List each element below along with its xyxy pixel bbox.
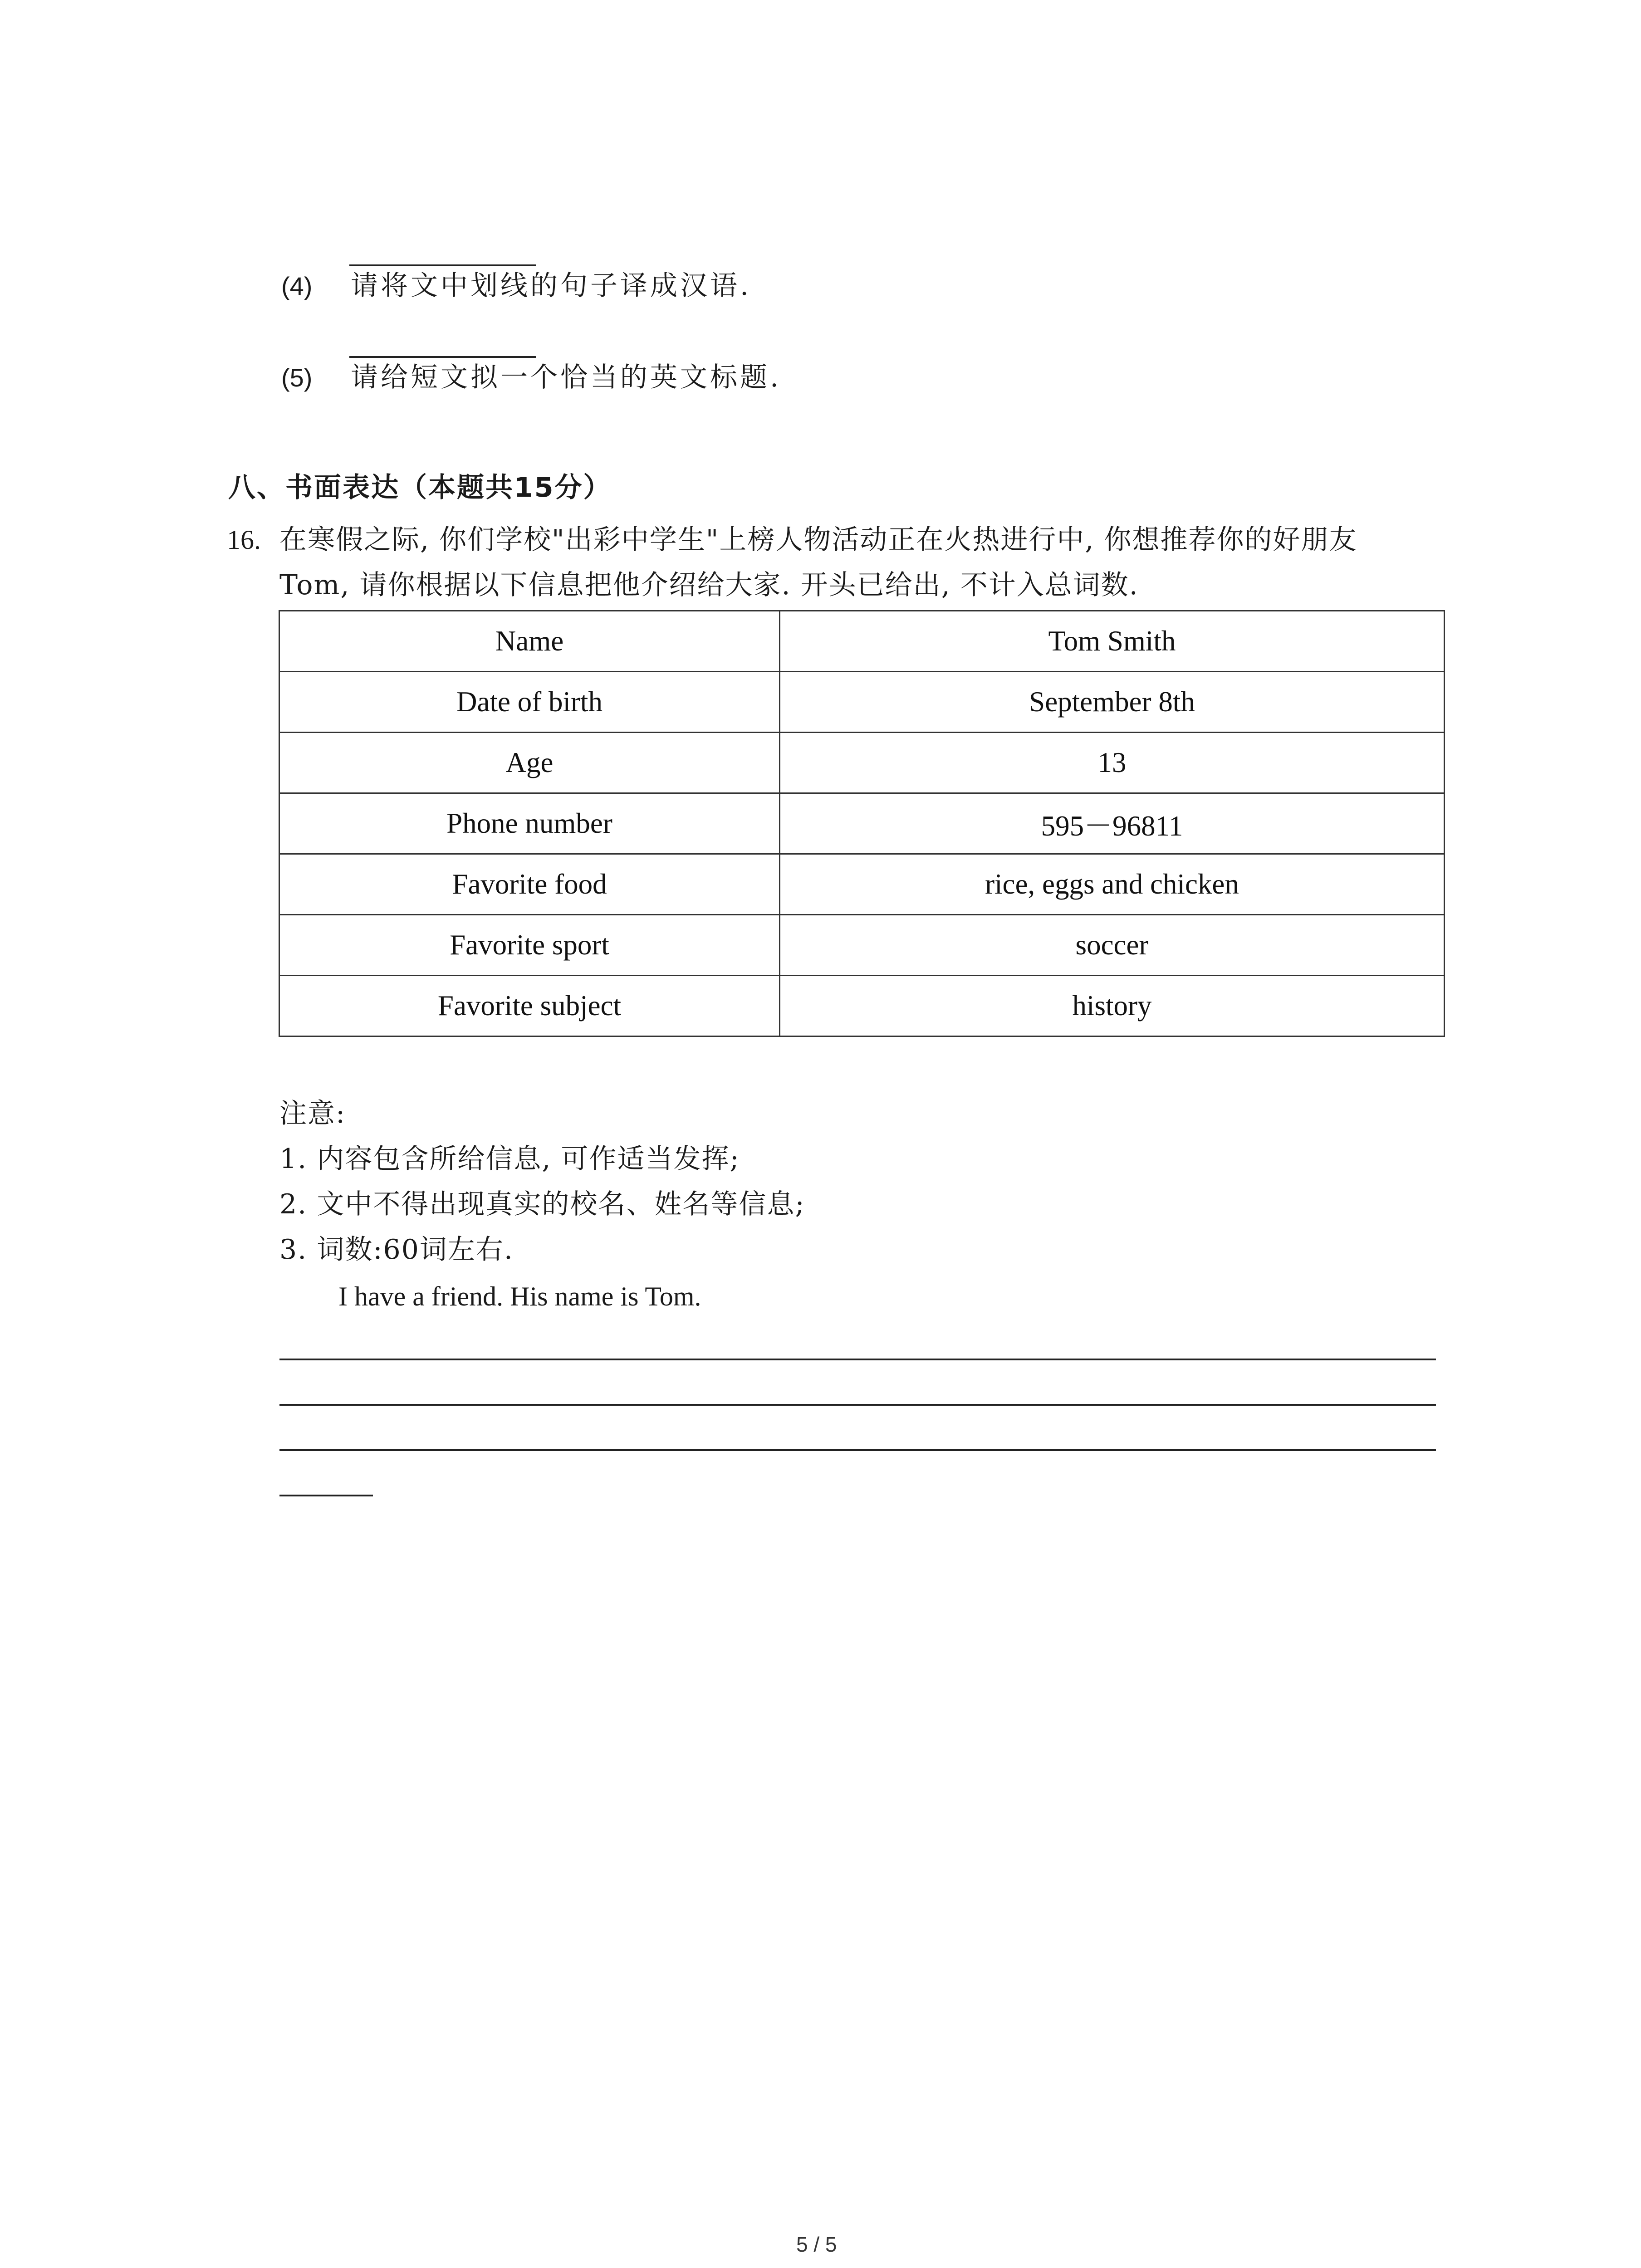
prompt-line-2: Tom, 请你根据以下信息把他介绍给大家. 开头已给出, 不计入总词数. xyxy=(279,569,1139,601)
table-value-cell: 595－96811 xyxy=(780,793,1445,854)
table-label-cell: Favorite subject xyxy=(279,976,780,1036)
q4-text: 请将文中划线的句子译成汉语. xyxy=(351,270,752,302)
table-label-cell: Name xyxy=(279,611,780,672)
q5-underline xyxy=(349,356,536,358)
table-row xyxy=(279,854,1445,915)
table-label-cell: Phone number xyxy=(279,793,780,854)
table-label-cell: Favorite food xyxy=(279,854,780,915)
note-item-2: 2. 文中不得出现真实的校名、姓名等信息; xyxy=(279,1188,805,1220)
info-table xyxy=(279,610,1445,1037)
table-value-cell: rice, eggs and chicken xyxy=(780,854,1445,915)
essay-opening: I have a friend. His name is Tom. xyxy=(338,1281,701,1311)
answer-line xyxy=(279,1449,1436,1451)
answer-line-short xyxy=(279,1495,373,1496)
notes-heading: 注意: xyxy=(279,1098,346,1129)
q5-number: (5) xyxy=(281,363,313,392)
q4-number: (4) xyxy=(281,272,313,300)
q4-underline xyxy=(349,264,536,266)
table-row xyxy=(279,672,1445,733)
table-value-cell: September 8th xyxy=(780,672,1445,733)
table-row xyxy=(279,733,1445,793)
table-row xyxy=(279,793,1445,854)
table-value-cell: history xyxy=(780,976,1445,1036)
table-value-cell: Tom Smith xyxy=(780,611,1445,672)
answer-line xyxy=(279,1404,1436,1406)
note-item-1: 1. 内容包含所给信息, 可作适当发挥; xyxy=(279,1143,740,1175)
table-row xyxy=(279,611,1445,672)
answer-line xyxy=(279,1359,1436,1360)
table-value-cell: soccer xyxy=(780,915,1445,976)
table-label-cell: Age xyxy=(279,733,780,793)
prompt-line-1: 在寒假之际, 你们学校"出彩中学生"上榜人物活动正在火热进行中, 你想推荐你的好朋友 xyxy=(279,524,1357,556)
table-row xyxy=(279,976,1445,1036)
table-value-cell: 13 xyxy=(780,733,1445,793)
section-title: 八、书面表达（本题共15分） xyxy=(228,472,612,503)
table-row xyxy=(279,915,1445,976)
table-label-cell: Date of birth xyxy=(279,672,780,733)
note-item-3: 3. 词数:60词左右. xyxy=(279,1234,514,1266)
prompt-number: 16. xyxy=(227,525,261,555)
page-number: 5 / 5 xyxy=(796,2233,837,2256)
q5-text: 请给短文拟一个恰当的英文标题. xyxy=(351,362,782,393)
table-label-cell: Favorite sport xyxy=(279,915,780,976)
